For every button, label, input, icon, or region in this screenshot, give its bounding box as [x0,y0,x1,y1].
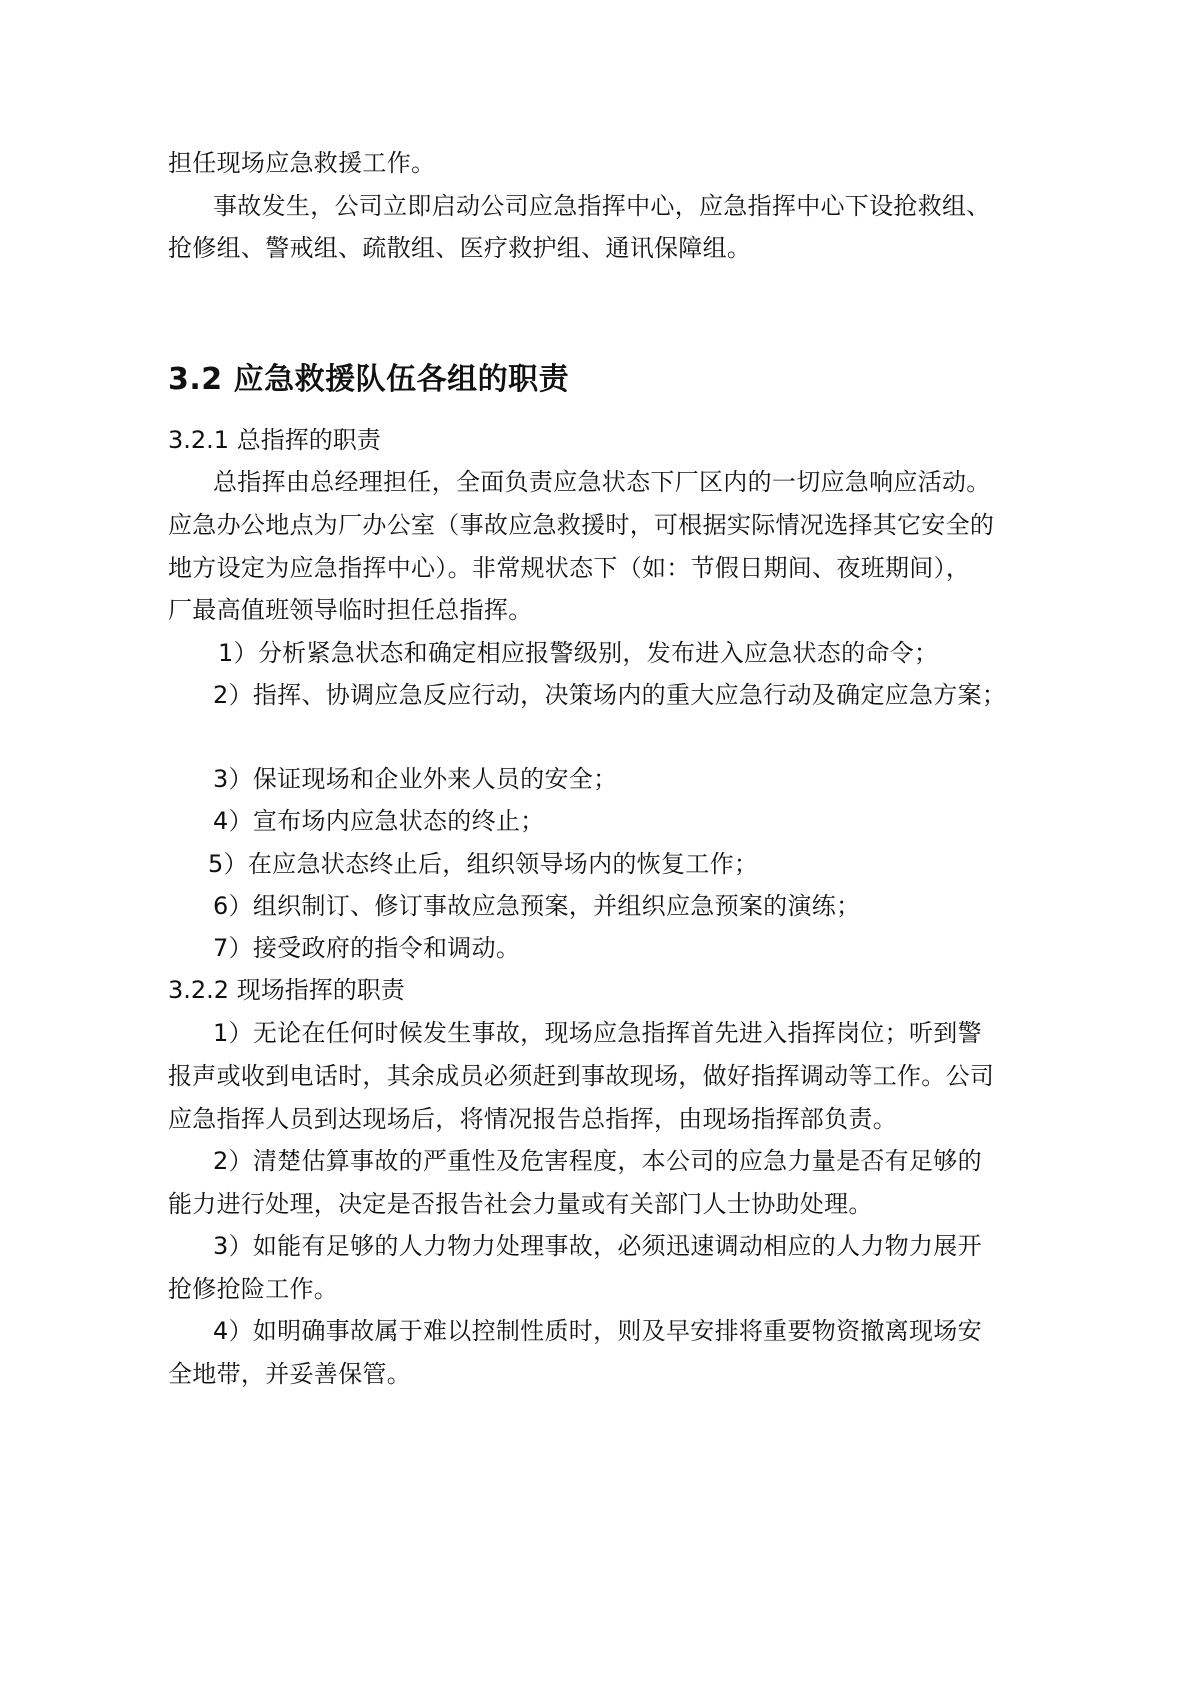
section-heading: 3.2 应急救援队伍各组的职责 [168,362,570,397]
paragraph-line: 4）如明确事故属于难以控制性质时，则及早安排将重要物资撤离现场安 [213,1317,982,1345]
paragraph-line: 能力进行处理，决定是否报告社会力量或有关部门人士协助处理。 [168,1190,873,1218]
paragraph-line: 1）无论在任何时候发生事故，现场应急指挥首先进入指挥岗位；听到警 [213,1019,982,1047]
paragraph-line: 地方设定为应急指挥中心）。非常规状态下（如：节假日期间、夜班期间）， [168,554,971,582]
list-item: 2）指挥、协调应急反应行动，决策场内的重大应急行动及确定应急方案； [213,681,1007,709]
paragraph-line: 应急指挥人员到达现场后，将情况报告总指挥，由现场指挥部负责。 [168,1105,897,1133]
subsection-title-3-2-1: 3.2.1 总指挥的职责 [168,426,381,454]
subsection-title-3-2-2: 3.2.2 现场指挥的职责 [168,976,405,1004]
paragraph-line: 抢修抢险工作。 [168,1275,339,1303]
list-item: 3）保证现场和企业外来人员的安全； [213,765,618,793]
list-item: 1）分析紧急状态和确定相应报警级别，发布进入应急状态的命令； [218,639,939,667]
list-item: 5）在应急状态终止后，组织领导场内的恢复工作； [208,850,759,878]
paragraph-line: 应急办公地点为厂办公室（事故应急救援时，可根据实际情况选择其它安全的 [168,511,995,539]
paragraph-line: 厂最高值班领导临时担任总指挥。 [168,596,533,624]
paragraph-line: 2）清楚估算事故的严重性及危害程度，本公司的应急力量是否有足够的 [213,1147,982,1175]
list-item: 6）组织制订、修订事故应急预案，并组织应急预案的演练； [213,892,861,920]
paragraph-line: 3）如能有足够的人力物力处理事故，必须迅速调动相应的人力物力展开 [213,1232,982,1260]
list-item: 4）宣布场内应急状态的终止； [213,807,545,835]
intro-line-2: 事故发生，公司立即启动公司应急指挥中心，应急指挥中心下设抢救组、 [213,192,991,220]
list-item: 7）接受政府的指令和调动。 [213,934,521,962]
paragraph-line: 总指挥由总经理担任，全面负责应急状态下厂区内的一切应急响应活动。 [213,468,991,496]
paragraph-line: 全地带，并妥善保管。 [168,1360,411,1388]
paragraph-line: 报声或收到电话时，其余成员必须赶到事故现场，做好指挥调动等工作。公司 [168,1062,995,1090]
intro-line-1: 担任现场应急救援工作。 [168,149,436,177]
intro-line-3: 抢修组、警戒组、疏散组、医疗救护组、通讯保障组。 [168,234,752,262]
